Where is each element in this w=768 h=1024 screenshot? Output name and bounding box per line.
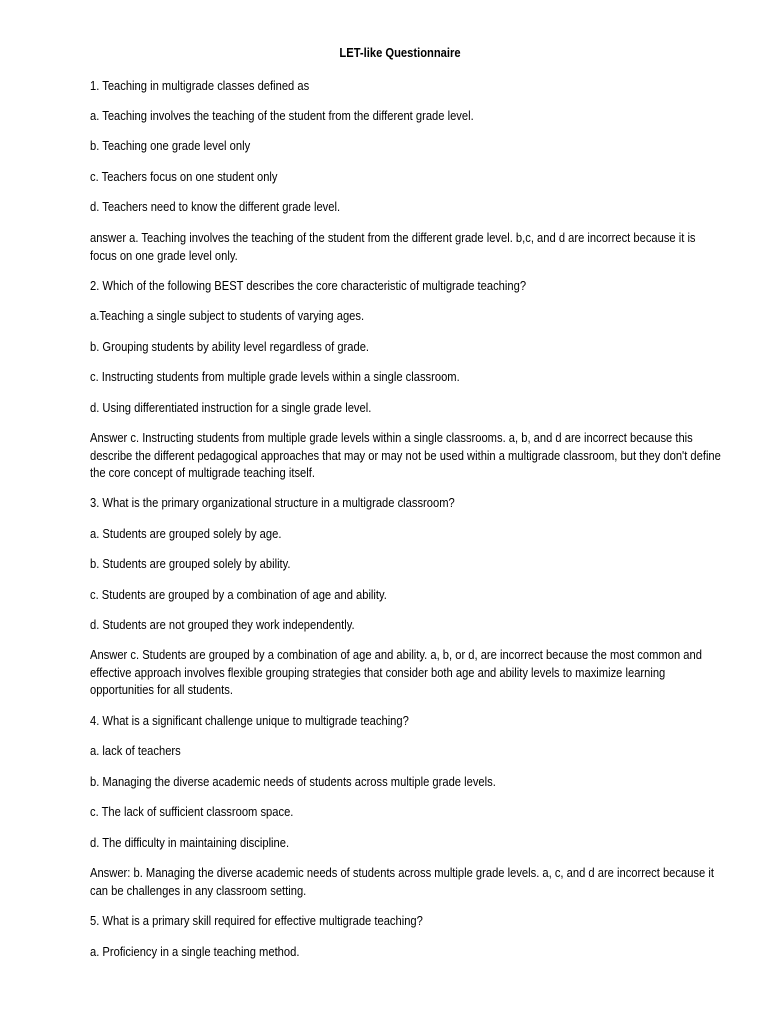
option-1d: d. Teachers need to know the different grade level. [90, 199, 341, 214]
option-3b: b. Students are grouped solely by ability. [90, 556, 291, 571]
question-1: 1. Teaching in multigrade classes defined as [90, 78, 310, 93]
option-2b: b. Grouping students by ability level regardless of grade. [90, 339, 370, 354]
option-4a: a. lack of teachers [90, 743, 181, 758]
document-title: LET-like Questionnaire [339, 45, 461, 60]
option-2a: a.Teaching a single subject to students of varying ages. [90, 308, 365, 323]
option-1b: b. Teaching one grade level only [90, 138, 251, 153]
question-3: 3. What is the primary organizational structure in a multigrade classroom? [90, 495, 455, 510]
question-5: 5. What is a primary skill required for effective multigrade teaching? [90, 913, 423, 928]
option-4c: c. The lack of sufficient classroom space. [90, 804, 294, 819]
option-1a: a. Teaching involves the teaching of the student from the different grade level. [90, 108, 474, 123]
option-3c: c. Students are grouped by a combination of age and ability. [90, 587, 387, 602]
option-4b: b. Managing the diverse academic needs of students across multiple grade levels. [90, 774, 496, 789]
question-2: 2. Which of the following BEST describes the core characteristic of multigrade teaching? [90, 278, 527, 293]
answer-2: Answer c. Instructing students from multiple grade levels within a single classrooms. a, b, and d are incorrect because this describe the different pedagogical approaches that may or may not be used within a multigrade classroom, but they don't define the core concept of multigrade teaching itself. [90, 430, 721, 480]
question-4: 4. What is a significant challenge unique to multigrade teaching? [90, 713, 409, 728]
option-3a: a. Students are grouped solely by age. [90, 526, 282, 541]
option-3d: d. Students are not grouped they work independently. [90, 617, 355, 632]
option-4d: d. The difficulty in maintaining discipline. [90, 835, 290, 850]
option-1c: c. Teachers focus on one student only [90, 169, 278, 184]
answer-1: answer a. Teaching involves the teaching of the student from the different grade level. b,c, and d are incorrect because it is focus on one grade level only. [90, 230, 696, 263]
answer-4: Answer: b. Managing the diverse academic needs of students across multiple grade levels. a, c, and d are incorrect because it can be challenges in any classroom setting. [90, 865, 714, 898]
option-2d: d. Using differentiated instruction for a single grade level. [90, 400, 372, 415]
option-2c: c. Instructing students from multiple grade levels within a single classroom. [90, 369, 460, 384]
answer-3: Answer c. Students are grouped by a combination of age and ability. a, b, or d, are incorrect because the most common and effective approach involves flexible grouping strategies that consider both age and ability levels to maximize learning opportunities for all students. [90, 647, 702, 697]
option-5a: a. Proficiency in a single teaching method. [90, 944, 300, 959]
